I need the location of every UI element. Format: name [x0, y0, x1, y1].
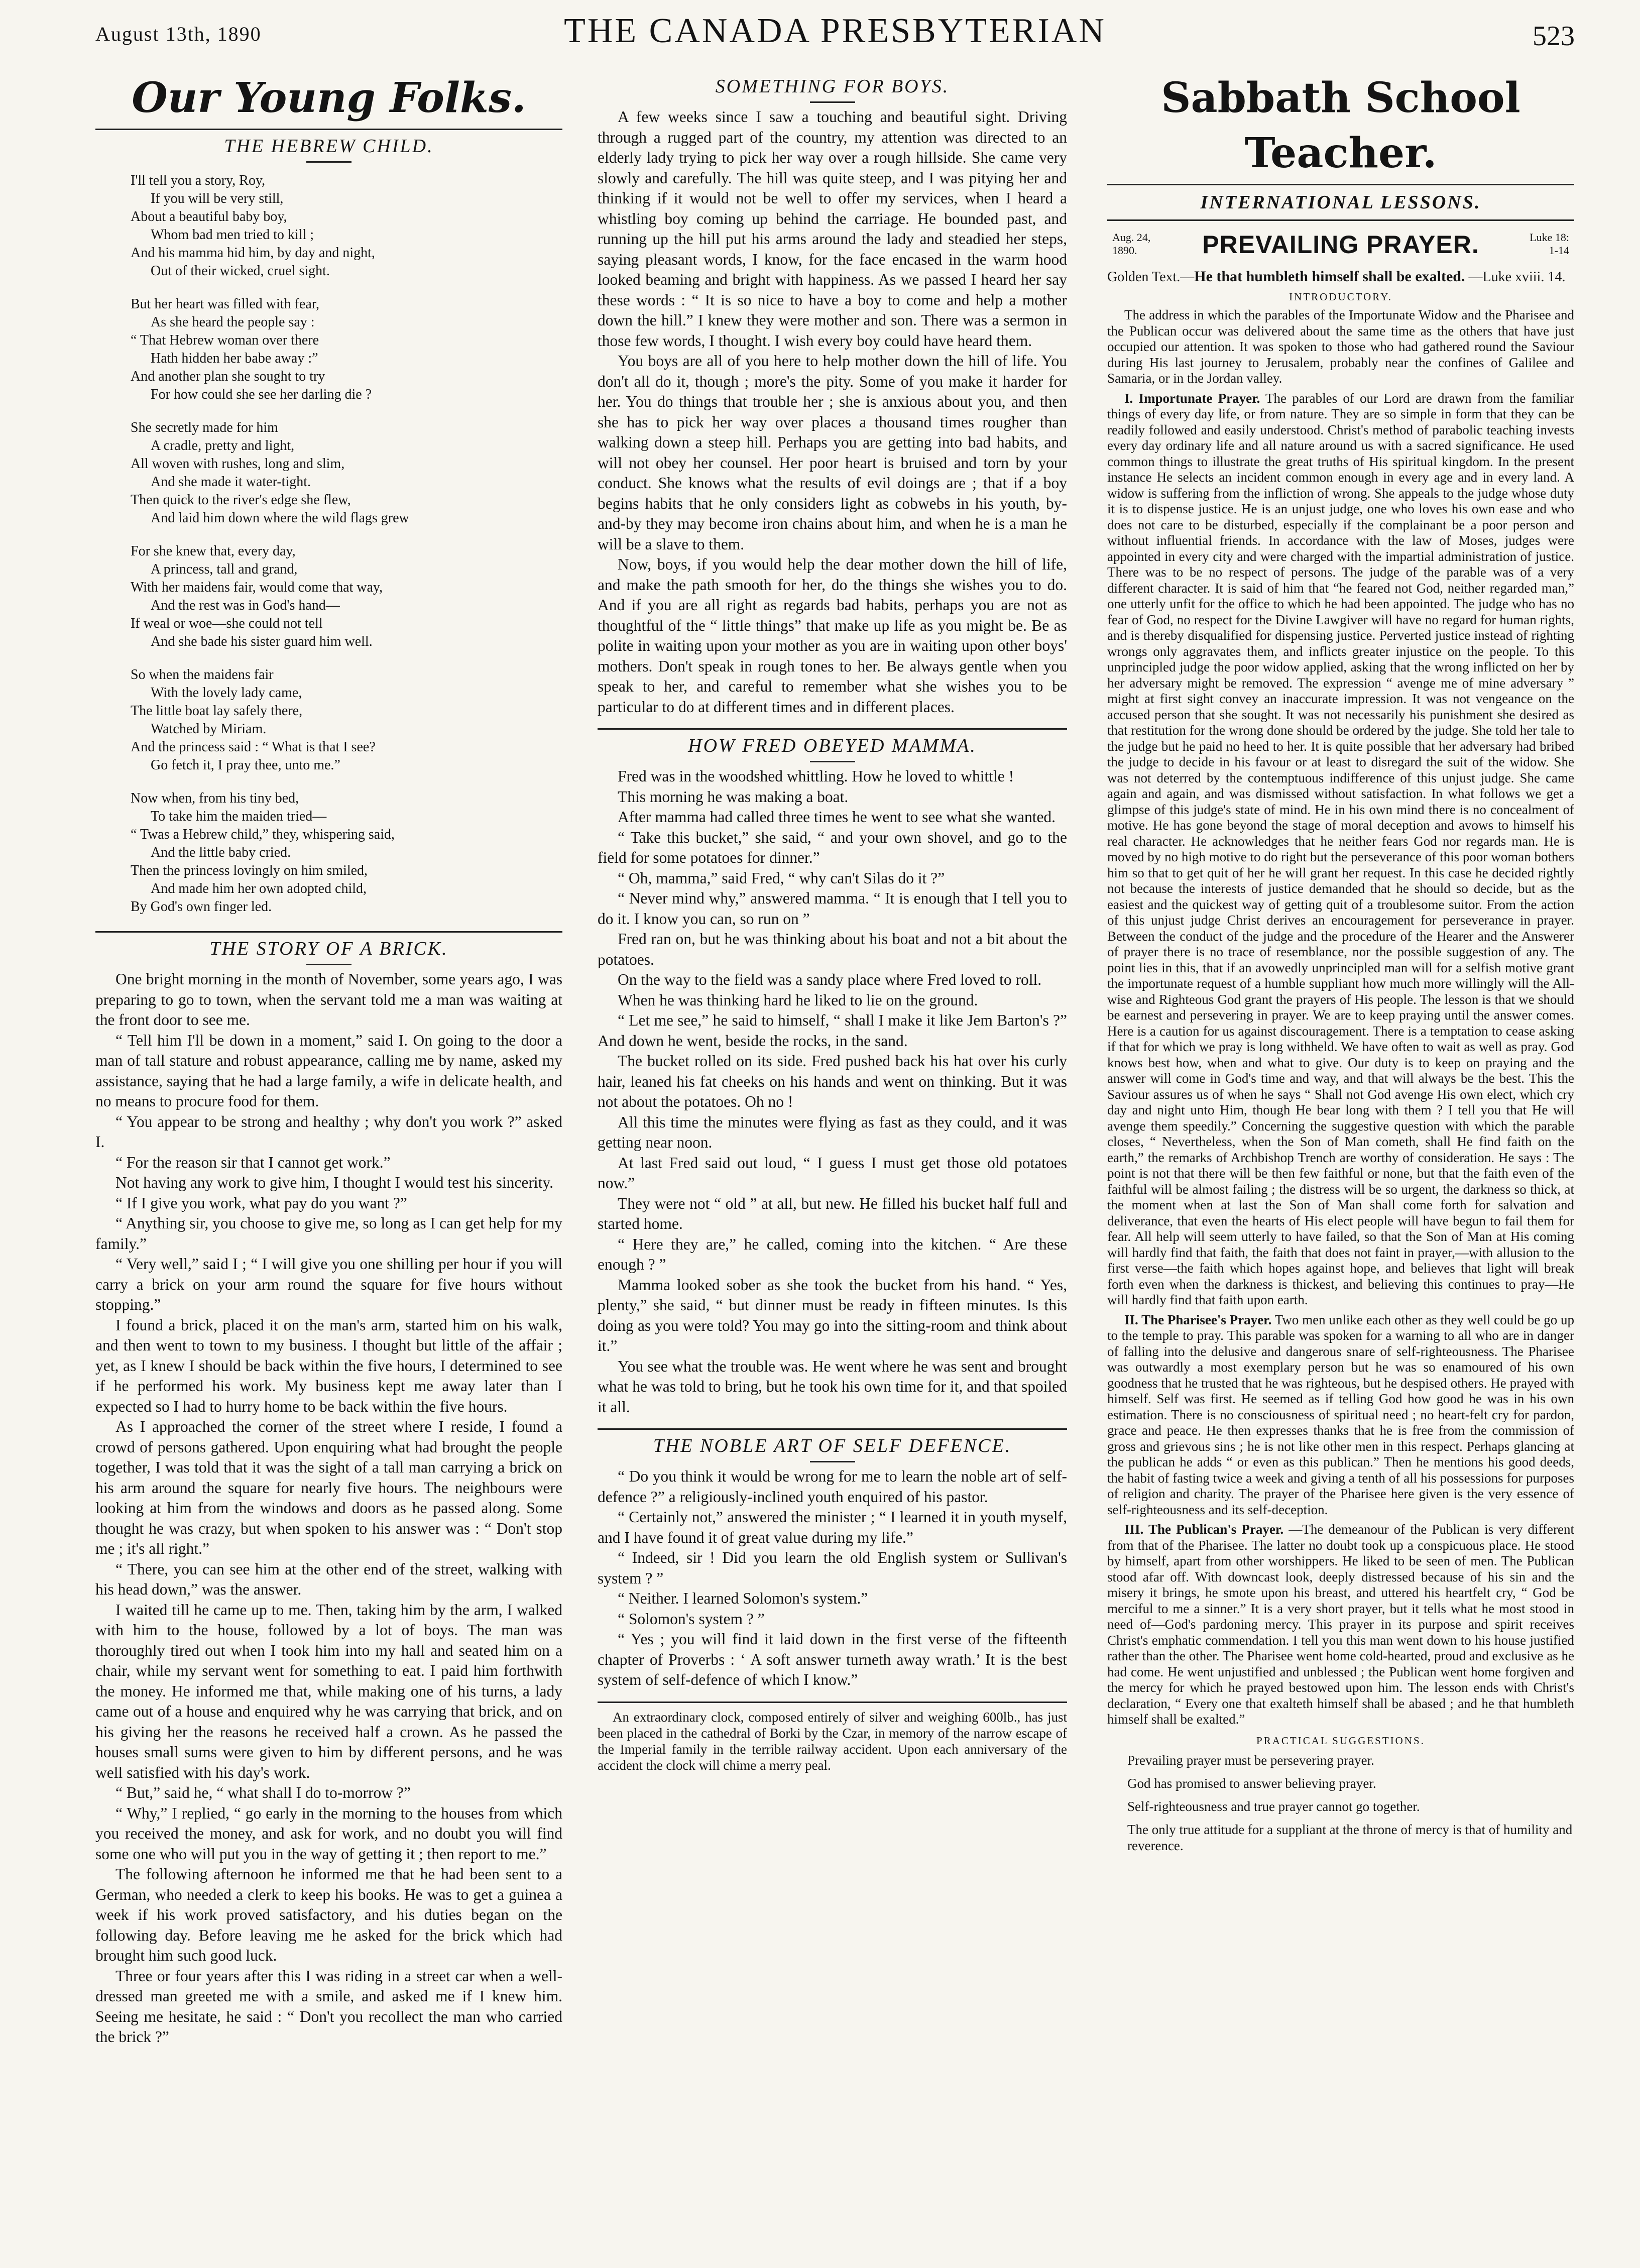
- poem-line: I'll tell you a story, Roy,: [131, 173, 266, 188]
- lesson-section-heading: I. Importunate Prayer.: [1124, 390, 1260, 406]
- lesson-section: [1107, 1522, 1574, 1728]
- story-paragraph: The following afternoon he informed me that he had been sent to a German, who needed a clerk to keep his books. He was to get a guinea a week if his work proved satisfactory, and his duties began on the following day. Before leaving me he asked for the brick which had brought him such good luck.: [95, 1865, 562, 1964]
- fred-paragraph: After mamma had called three times he went to see what she wanted.: [618, 808, 1056, 826]
- suggestion-item: Prevailing prayer must be persevering prayer.: [1127, 1752, 1374, 1768]
- story-paragraph: “ You appear to be strong and healthy ; why don't you work ?” asked I.: [95, 1112, 562, 1151]
- defence-paragraph: “ Neither. I learned Solomon's system.”: [618, 1590, 868, 1607]
- story-paragraph: I waited till he came up to me. Then, taking him by the arm, I walked with him to the house, followed by a lot of boys. The man was thoroughly tired out when I took him into my hall and seated him on a chair, while my servant went for something to eat. I paid him forthwith the money. He informed me that, while making one of his turns, a lady came out of a house and enquired why he was carrying that brick, and on his giving her the reasons he received half a crown. As he passed the houses small sums were given to him by different persons, and he was well satisfied with his day's work.: [95, 1601, 562, 1781]
- poem-line: Go fetch it, I pray thee, unto me.”: [151, 757, 340, 773]
- story-paragraph: “ Very well,” said I ; “ I will give you one shilling per hour if you will carry a brick on your arm round the square for five hours without stopping.”: [95, 1255, 562, 1313]
- masthead: [95, 11, 1575, 56]
- poem-line: For she knew that, every day,: [131, 543, 296, 559]
- lesson-section-heading: III. The Publican's Prayer.: [1124, 1522, 1284, 1537]
- fred-paragraph: “ Take this bucket,” she said, “ and your own shovel, and go to the field for some potatoes for dinner.”: [598, 828, 1067, 866]
- defence-paragraph: “ Yes ; you will find it laid down in the first verse of the fifteenth chapter of Proverbs : ‘ A soft answer turneth away wrath.’ It is the best system of self-defence of which I know.”: [598, 1630, 1067, 1688]
- poem-line: A princess, tall and grand,: [151, 561, 298, 577]
- poem-line: With her maidens fair, would come that way,: [131, 580, 383, 595]
- story-title: THE STORY OF A BRICK.: [209, 938, 448, 959]
- divider: [306, 161, 352, 163]
- boys-paragraph: A few weeks since I saw a touching and beautiful sight. Driving through a rugged part of the country, my attention was directed to an elderly lady trying to pick her way over a rough hillside. She came very slowly and carefully. The hill was quite steep, and I was pitying her and thinking if it would not be well to offer my services, when I heard a whistling boy coming up behind the carriage. He bounded past, and running up the hill put his arms around the lady and steadied her steps, saying pleasant words, I know, for the face encased in the warm hood looked beaming and bright with happiness. As we passed I heard her say these words : “ It is so nice to have a boy to come and help a mother down the hill.” I knew they were mother and son. There was a sermon in those few words, I thought. I wish every boy could have heard them.: [598, 108, 1067, 350]
- something-for-boys-body: [598, 107, 1067, 717]
- poem-stanza: [131, 789, 562, 916]
- poem-line: And the little baby cried.: [151, 845, 291, 860]
- lesson-section-heading: II. The Pharisee's Prayer.: [1124, 1312, 1272, 1327]
- poem-line: And the rest was in God's hand—: [151, 598, 340, 613]
- international-lessons-heading: INTERNATIONAL LESSONS.: [1200, 192, 1481, 213]
- fred-paragraph: On the way to the field was a sandy place where Fred loved to roll.: [618, 971, 1042, 988]
- poem-line: But her heart was filled with fear,: [131, 296, 319, 312]
- fred-paragraph: Mamma looked sober as she took the bucket from his hand. “ Yes, plenty,” she said, “ but dinner must be ready in fifteen minutes. Is this doing as you were told? You may go into the sitting-room and think about it.”: [598, 1276, 1067, 1354]
- poem-line: Whom bad men tried to kill ;: [151, 227, 314, 243]
- fred-paragraph: They were not “ old ” at all, but new. He filled his bucket half full and started home.: [598, 1194, 1067, 1232]
- boys-paragraph: Now, boys, if you would help the dear mother down the hill of life, and make the path smooth for her, do the things she wishes you to do. And if you are all right as regards bad habits, perhaps you are not as thoughtful of the “ little things” that make up life as you might be. Be as polite in waiting upon your mother as you are in waiting upon other boys' mothers. Don't speak in rough tones to her. Be always gentle when you speak to her, and careful to remember what she wishes you to be particular to do at different times and in different places.: [598, 555, 1067, 716]
- fred-paragraph: The bucket rolled on its side. Fred pushed back his hat over his curly hair, leaned his fat cheeks on his hands and went on thinking. But it was not about the potatoes. Oh no !: [598, 1052, 1067, 1110]
- poem-line: And another plan she sought to try: [131, 369, 325, 384]
- defence-title: THE NOBLE ART OF SELF DEFENCE.: [653, 1435, 1012, 1456]
- poem-line: The little boat lay safely there,: [131, 703, 303, 719]
- poem-line: Now when, from his tiny bed,: [131, 790, 299, 806]
- fred-paragraph: “ Never mind why,” answered mamma. “ It is enough that I tell you to do it. I know you can, so run on ”: [598, 889, 1067, 928]
- lesson-section-text: —The demeanour of the Publican is very different from that of the Pharisee. The latter no doubt took up a conspicuous place. He stood by himself, apart from other worshippers. He liked to be seen of men. The Publican stood afar off. With downcast look, deeply distressed because of his sin and the misery it brings, he smote upon his breast, and uttered his heartfelt cry, “ God be merciful to me a sinner.” It is a very short prayer, but it tells what he most stood in need of—God's pardoning mercy. This prayer in its purpose and spirit receives Christ's emphatic commendation. I tell you this man went down to his house justified rather than the other. The Pharisee went home cold-hearted, proud and exclusive as he had come. He went unjustified and unblessed ; the Publican went home forgiven and the mercy for which he prayed bestowed upon him. The lesson ends with Christ's declaration, “ Every one that exalteth himself shall be abased ; and he that humbleth himself shall be exalted.”: [1107, 1522, 1574, 1727]
- poem-line: Hath hidden her babe away :”: [151, 351, 318, 366]
- column-our-young-folks: [95, 70, 562, 2250]
- lesson-section-text: Two men unlike each other as they well could be go up to the temple to pray. This parable was spoken for a warning to all who are in danger of falling into the delusive and dangerous snare of self-righteousness. The Pharisee was outwardly a most exemplary person but he was so enamoured of his own goodness that he trusted that he was righteous, but he despised others. He prayed with himself. Self was first. He seemed as if telling God how good he was in his own estimation. There is no consciousness of spiritual need ; no heart-felt cry for pardon, grace and peace. He then expresses thanks that he is free from the commission of gross and grievous sins ; he is not like other men in this respect. Perhaps glancing at the publican he adds “ or even as this publican.” Then he mentions his good deeds, the habit of fasting twice a week and giving a tenth of all his possessions for purposes of religion and charity. The prayer of the Pharisee here given is the very essence of self-righteousness and its self-deception.: [1107, 1312, 1574, 1517]
- fred-obeyed-mamma-body: [598, 766, 1067, 1417]
- divider: [1107, 184, 1574, 185]
- column-middle: [598, 70, 1067, 2250]
- poem-line: And she made it water-tight.: [151, 474, 311, 490]
- defence-paragraph: “ Solomon's system ? ”: [618, 1610, 765, 1628]
- poem-line: To take him the maiden tried—: [151, 809, 327, 824]
- fred-paragraph: Fred ran on, but he was thinking about his boat and not a bit about the potatoes.: [598, 930, 1067, 968]
- issue-date: August 13th, 1890: [95, 23, 262, 45]
- story-paragraph: One bright morning in the month of November, some years ago, I was preparing to go to town, when the servant told me a man was waiting at the front door to see me.: [95, 970, 562, 1029]
- poem-line: If you will be very still,: [151, 191, 284, 206]
- divider: [810, 761, 855, 762]
- poem-line: For how could she see her darling die ?: [151, 387, 372, 402]
- fred-title: HOW FRED OBEYED MAMMA.: [688, 735, 977, 756]
- story-paragraph: “ There, you can see him at the other end of the street, walking with his head down,” was the answer.: [95, 1560, 562, 1598]
- lesson-ref-line: Luke 18:: [1530, 231, 1569, 244]
- defence-paragraph: “ Certainly not,” answered the minister ; “ I learned it in youth myself, and I have found it of great value during my life.”: [598, 1508, 1067, 1546]
- practical-suggestions-list: [1127, 1752, 1574, 1854]
- boys-paragraph: You boys are all of you here to help mother down the hill of life. You don't all do it, though ; more's the pity. Some of you make it harder for her. You do things that trouble her ; she is anxious about you, and then she has to pick her way over places a thousand times rougher than walking down a steep hill. Perhaps you are getting into bad habits, and will not obey her counsel. Her poor heart is bruised and torn by your conduct. She knows what the results of evil doings are ; that if a boy begins habits that he only considers light as cobwebs in his youth, by-and-by they may become iron chains about him, and when he is a man he will be a slave to them.: [598, 352, 1067, 553]
- poem-stanza: [131, 172, 562, 280]
- divider: [810, 1461, 855, 1462]
- story-paragraph: “ Why,” I replied, “ go early in the morning to the houses from which you received the money, and ask for work, and no doubt you will find some one who will put you in the way of getting it ; then report to me.”: [95, 1804, 562, 1863]
- fred-paragraph: Fred was in the woodshed whittling. How he loved to whittle !: [618, 767, 1014, 785]
- poem-line: If weal or woe—she could not tell: [131, 616, 323, 631]
- poem-line: She secretly made for him: [131, 420, 278, 435]
- poem-line: And the princess said : “ What is that I see?: [131, 739, 376, 755]
- boys-title: SOMETHING FOR BOYS.: [715, 76, 950, 97]
- poem-line: By God's own finger led.: [131, 899, 272, 915]
- divider: [598, 1702, 1067, 1703]
- lesson-section-text: The parables of our Lord are drawn from the familiar things of every day life, or from nature. They are so simple in form that they can be readily followed and easily understood. Christ's method of parabolic teaching invests every day ordinary life and all nature around us with a sacred significance. He used common things to illustrate the great truths of His spiritual kingdom. In the present instance He selects an incident common enough in every age and in every land. A widow is suffering from the infliction of wrong. She appeals to the judge whose duty it is to dispense justice. He is an unjust judge, one who loves his own ease and who does not care to be disturbed, especially if the complainant be a poor person and without influential friends. In accordance with the law of Moses, judges were appointed in every city and were charged with the impartial administration of justice. There was to be no respect of persons. The judge of the parable was of a very different character. It is said of him that “he feared not God, neither regarded man,” one utterly unfit for the office to which he had been appointed. The judge who has no fear of God, no respect for the Divine Lawgiver will have no regard for human rights, and is thereby disqualified for dispensing justice. Perverted justice instead of righting wrongs only aggravates them, and inflicts greater injustice on the people. To this unprincipled judge the poor widow applied, asking that the wrong inflicted on her by her adversary might be removed. The expression “ avenge me of mine adversary ” might at first sight convey an inaccurate impression. It was not vengeance on the accused person that she sought. It was not necessarily his punishment she desired as that restitution for the wrong done should be ordered by the judge. She told her tale to the judge but he paid no heed to her. It is quite possible that her adversary had bribed the judge to decide in his favour or at least to disregard the suit of the widow. She was not deterred by the contemptuous indifference of this unjust judge. She came again and again, and was dismissed without satisfaction. In what follows we get a glimpse of this judge's state of mind. He in his own mind there is no concealment of motive. He has gone beyond the stage of moral deception and avows to himself his real character. He acknowledges that he neither fears God nor regards man. He is moved by no high motive to do right but the perseverance of this poor woman bothers him so that to get quit of her he will grant her request. In this case he decided rightly not because the interests of justice demanded that he should so decide, but as the easiest and the quickest way of getting quit of a troublesome suitor. From the action of this unjust judge Christ derives an encouragement for perseverance in prayer. Between the conduct of the judge and the procedure of the Hearer and the Answerer of prayer there is no trace of resemblance, nor the possible suggestion of any. The point lies in this, that if an avowedly unprincipled man will for a selfish motive grant the importunate request of a humble suppliant how much more willingly will the All-wise and Righteous God grant the prayers of His people. The lesson is that we should be earnest and persevering in prayer. We are to keep praying until the answer comes. Here is a caution for us against discouragement. There is a temptation to cease asking if that for which we pray is long withheld. We have often to wait as well as pray. God knows best how, when and what to give. Our duty is to keep on praying and the answer will come in God's time and way, and that will always be the best. This the Saviour assures us of when he says “ Shall not God avenge His own elect, which cry day and night unto Him, though He bear long with them ? I tell you that He will avenge them speedily.” Concerning the suggestive question with which the parable closes, “ Nevertheless, when the Son of Man cometh, shall He find faith on the earth,” the remarks of Archbishop Trench are worthy of consideration. He says : The point is not that there will be then few faithful or none, but that the faith even of the faithful will be almost failing ; the distress will be so urgent, the darkness so thick, at the moment when at last the Son of Man shall come forth for salvation and deliverance, that even the hearts of His elect people will have begun to fail them for fear. All help will seem utterly to have failed, so that the Son of Man at His coming will hardly find that faith, the faith that does not faint in prayer,—with allusion to the first verse—the faith which hopes against hope, and believes that light will break forth even when the darkness is thickest, and believing this continues to pray—He will hardly find that faith upon earth.: [1107, 390, 1574, 1307]
- lesson-section: [1107, 1312, 1574, 1518]
- column-sabbath-school: [1107, 70, 1574, 2250]
- divider: [95, 129, 562, 130]
- divider: [306, 964, 352, 965]
- golden-text: [1107, 268, 1574, 286]
- poem-stanza: [131, 295, 562, 404]
- poem-line: All woven with rushes, long and slim,: [131, 456, 345, 472]
- poem-title: THE HEBREW CHILD.: [224, 136, 434, 157]
- poem-stanza: [131, 419, 562, 527]
- lesson-section: [1107, 391, 1574, 1308]
- lesson-ref-line: 1-14: [1549, 244, 1569, 257]
- poem-line: Out of their wicked, cruel sight.: [151, 263, 330, 279]
- poem-line: With the lovely lady came,: [151, 685, 302, 701]
- fred-paragraph: You see what the trouble was. He went where he was sent and brought what he was told to bring, but he took his own time for it, and that spoiled it all.: [598, 1357, 1067, 1416]
- story-paragraph: “ Anything sir, you choose to give me, so long as I can get help for my family.”: [95, 1214, 562, 1253]
- lesson-date-line: 1890.: [1112, 244, 1137, 257]
- clock-note-text: An extraordinary clock, composed entirely of silver and weighing 600lb., has just been placed in the cathedral of Borki by the Czar, in memory of the narrow escape of the Imperial family in the terrible railway accident. Upon each anniversary of the accident the clock will chime a merry peal.: [598, 1709, 1067, 1773]
- lesson-title: PREVAILING PRAYER.: [1202, 231, 1479, 259]
- divider: [810, 101, 855, 103]
- poem-line: And laid him down where the wild flags grew: [151, 510, 409, 526]
- noble-art-body: [598, 1466, 1067, 1690]
- poem-line: Then quick to the river's edge she flew,: [131, 492, 351, 508]
- fred-paragraph: “ Let me see,” he said to himself, “ shall I make it like Jem Barton's ?” And down he went, beside the rocks, in the sand.: [598, 1011, 1067, 1050]
- lesson-reference: [1530, 231, 1569, 257]
- intro-paragraph: The address in which the parables of the Importunate Widow and the Pharisee and the Publican occur was delivered about the same time as the others that have just occupied our attention. It was spoken to those who had gathered round the Saviour during His last journey to Jerusalem, probably near the confines of Galilee and Samaria, or in the Jordan valley.: [1107, 307, 1574, 386]
- defence-paragraph: “ Indeed, sir ! Did you learn the old English system or Sullivan's system ? ”: [598, 1549, 1067, 1587]
- page-number: 523: [1533, 21, 1575, 52]
- story-paragraph: Three or four years after this I was riding in a street car when a well-dressed man greeted me with a smile, and asked me if I knew him. Seeing me hesitate, he said : “ Don't you recollect the man who carried the brick ?”: [95, 1967, 562, 2046]
- golden-text-ref: —Luke xviii. 14.: [1468, 269, 1566, 285]
- story-paragraph: As I approached the corner of the street where I reside, I found a crowd of persons gathered. Upon enquiring what had brought the people together, I was told that it was the sight of a tall man carrying a brick on his arm around the square for nearly five hours. The neighbours were looking at him from the windows and doors as he passed along. Some thought he was crazy, but when spoken to his answer was : “ Don't stop me ; it's all right.”: [95, 1418, 562, 1557]
- poem-stanza: [131, 542, 562, 651]
- story-paragraph: “ But,” said he, “ what shall I do to-morrow ?”: [115, 1784, 411, 1801]
- defence-paragraph: “ Do you think it would be wrong for me to learn the noble art of self-defence ?” a religiously-inclined youth enquired of his pastor.: [598, 1467, 1067, 1506]
- clock-note: [598, 1709, 1067, 1773]
- divider: [598, 728, 1067, 730]
- divider: [598, 1428, 1067, 1430]
- fred-paragraph: This morning he was making a boat.: [618, 787, 849, 806]
- fred-paragraph: All this time the minutes were flying as fast as they could, and it was getting near noon.: [598, 1113, 1067, 1151]
- poem-line: And she bade his sister guard him well.: [151, 634, 373, 649]
- lesson-date-line: Aug. 24,: [1112, 231, 1151, 244]
- divider: [95, 931, 562, 933]
- poem-line: So when the maidens fair: [131, 667, 274, 683]
- poem-line: And his mamma hid him, by day and night,: [131, 245, 375, 261]
- section-heading-sabbath-school: Sabbath School Teacher.: [1161, 74, 1520, 177]
- introductory-label: INTRODUCTORY.: [1289, 291, 1392, 303]
- section-heading-our-young-folks: Our Young Folks.: [132, 74, 526, 122]
- poem-line: About a beautiful baby boy,: [131, 209, 287, 224]
- poem-line: Then the princess lovingly on him smiled,: [131, 863, 368, 878]
- fred-paragraph: At last Fred said out loud, “ I guess I must get those old potatoes now.”: [598, 1154, 1067, 1192]
- lesson-header: [1107, 228, 1574, 266]
- divider: [1107, 219, 1574, 221]
- fred-paragraph: “ Here they are,” he called, coming into the kitchen. “ Are these enough ? ”: [598, 1235, 1067, 1273]
- poem-line: And made him her own adopted child,: [151, 881, 367, 896]
- poem-line: “ Twas a Hebrew child,” they, whispering said,: [131, 827, 395, 842]
- poem-line: “ That Hebrew woman over there: [131, 332, 319, 348]
- story-of-a-brick-body: [95, 969, 562, 2048]
- golden-text-verse: He that humbleth himself shall be exalted.: [1194, 268, 1465, 285]
- suggestion-item: The only true attitude for a suppliant at the throne of mercy is that of humility and reverence.: [1127, 1822, 1573, 1853]
- newspaper-title: THE CANADA PRESBYTERIAN: [564, 12, 1106, 50]
- fred-paragraph: When he was thinking hard he liked to lie on the ground.: [618, 991, 978, 1009]
- story-paragraph: Not having any work to give him, I thought I would test his sincerity.: [115, 1174, 553, 1191]
- practical-suggestions-label: PRACTICAL SUGGESTIONS.: [1256, 1734, 1425, 1747]
- lesson-body: [1107, 307, 1574, 1728]
- story-paragraph: “ If I give you work, what pay do you want ?”: [115, 1194, 407, 1212]
- poem-line: A cradle, pretty and light,: [151, 438, 295, 453]
- poem-line: As she heard the people say :: [151, 314, 315, 330]
- poem-hebrew-child: [131, 172, 562, 916]
- poem-line: Watched by Miriam.: [151, 721, 267, 737]
- poem-stanza: [131, 666, 562, 774]
- golden-text-label: Golden Text.—: [1107, 269, 1195, 285]
- suggestion-item: God has promised to answer believing prayer.: [1127, 1775, 1376, 1791]
- suggestion-item: Self-righteousness and true prayer cannot go together.: [1127, 1798, 1420, 1814]
- story-paragraph: “ For the reason sir that I cannot get work.”: [115, 1153, 391, 1171]
- story-paragraph: “ Tell him I'll be down in a moment,” said I. On going to the door a man of tall stature and robust appearance, calling me by name, asked my assistance, saying that he had a large family, a wife in delicate health, and no means to procure food for them.: [95, 1031, 562, 1110]
- story-paragraph: I found a brick, placed it on the man's arm, started him on his walk, and then went to town to my business. I thought but little of the affair ; yet, as I knew I should be back within the five hours, I determined to see if he performed his work. My business kept me away later than I expected so I had to hurry home to be back within the five hours.: [95, 1316, 562, 1415]
- fred-paragraph: “ Oh, mamma,” said Fred, “ why can't Silas do it ?”: [618, 869, 945, 887]
